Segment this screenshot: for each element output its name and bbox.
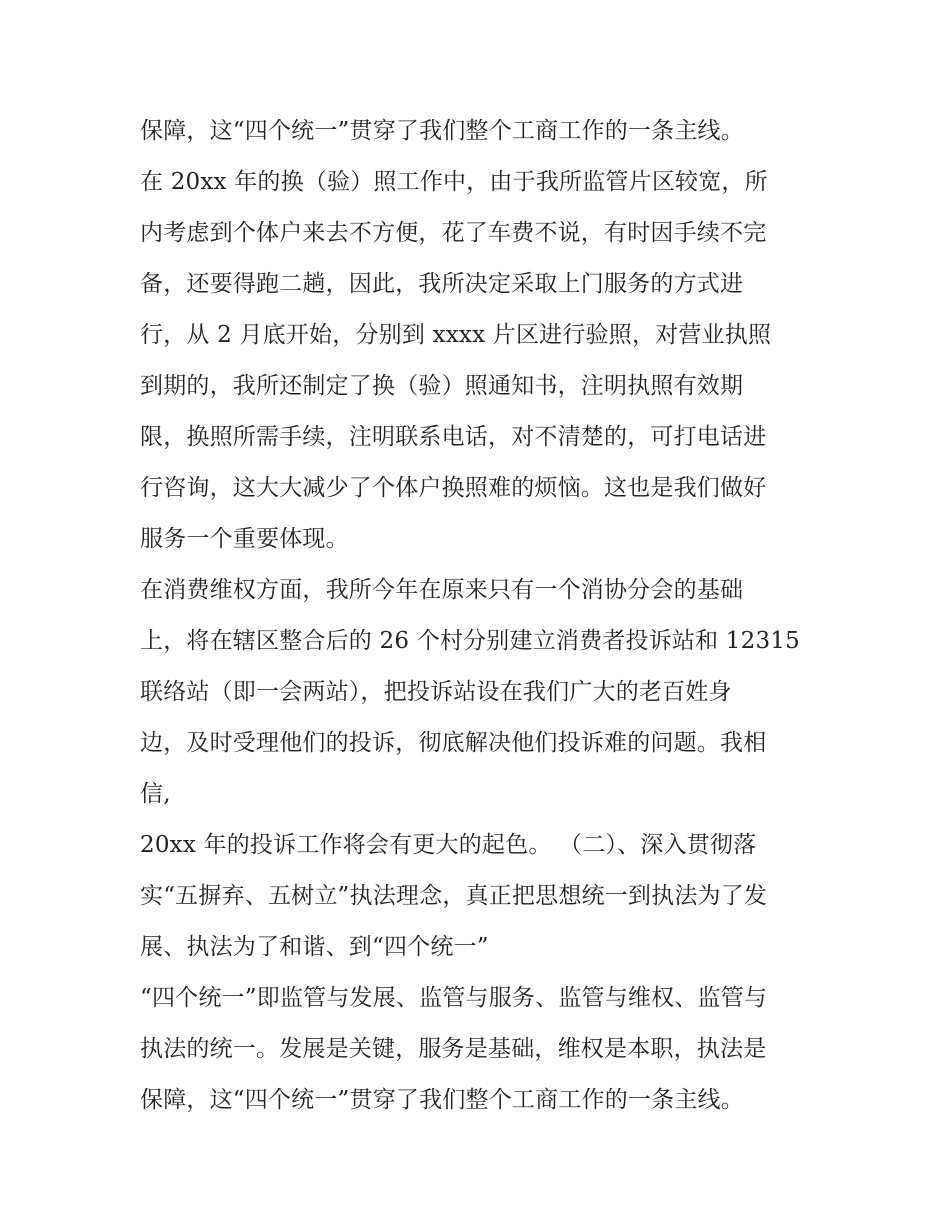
text-line: 联络站（即一会两站），把投诉站设在我们广大的老百姓身 — [140, 679, 732, 705]
text-line: 服务一个重要体现。 — [140, 526, 349, 552]
text-line: 备，还要得跑二趟，因此，我所决定采取上门服务的方式进 — [140, 271, 744, 297]
text-line: 行，从 2 月底开始，分别到 xxxx 片区进行验照，对营业执照 — [140, 322, 772, 348]
text-line: 上，将在辖区整合后的 26 个村分别建立消费者投诉站和 12315 — [140, 628, 800, 654]
text-line: 在 20xx 年的换（验）照工作中，由于我所监管片区较宽，所 — [140, 169, 768, 195]
text-line: 实“五摒弃、五树立”执法理念，真正把思想统一到执法为了发 — [140, 883, 768, 909]
text-line: 保障，这“四个统一”贯穿了我们整个工商工作的一条主线。 — [140, 118, 744, 144]
text-line: 限，换照所需手续，注明联系电话，对不清楚的，可打电话进 — [140, 424, 767, 450]
text-line: 行咨询，这大大减少了个体户换照难的烦恼。这也是我们做好 — [140, 475, 767, 501]
text-line: 执法的统一。发展是关键，服务是基础，维权是本职，执法是 — [140, 1036, 767, 1062]
text-line: 信, — [140, 781, 171, 807]
text-line: “四个统一”即监管与发展、监管与服务、监管与维权、监管与 — [140, 985, 768, 1011]
text-line: 20xx 年的投诉工作将会有更大的起色。 （二）、深入贯彻落 — [140, 832, 757, 858]
text-line: 到期的，我所还制定了换（验）照通知书，注明执照有效期 — [140, 373, 744, 399]
text-line: 边，及时受理他们的投诉，彻底解决他们投诉难的问题。我相 — [140, 730, 767, 756]
text-line: 保障，这“四个统一”贯穿了我们整个工商工作的一条主线。 — [140, 1087, 744, 1113]
text-line: 展、执法为了和谐、到“四个统一” — [140, 934, 489, 960]
body-text — [140, 106, 820, 1126]
text-line: 内考虑到个体户来去不方便，花了车费不说，有时因手续不完 — [140, 220, 767, 246]
text-line: 在消费维权方面，我所今年在原来只有一个消协分会的基础 — [140, 577, 744, 603]
